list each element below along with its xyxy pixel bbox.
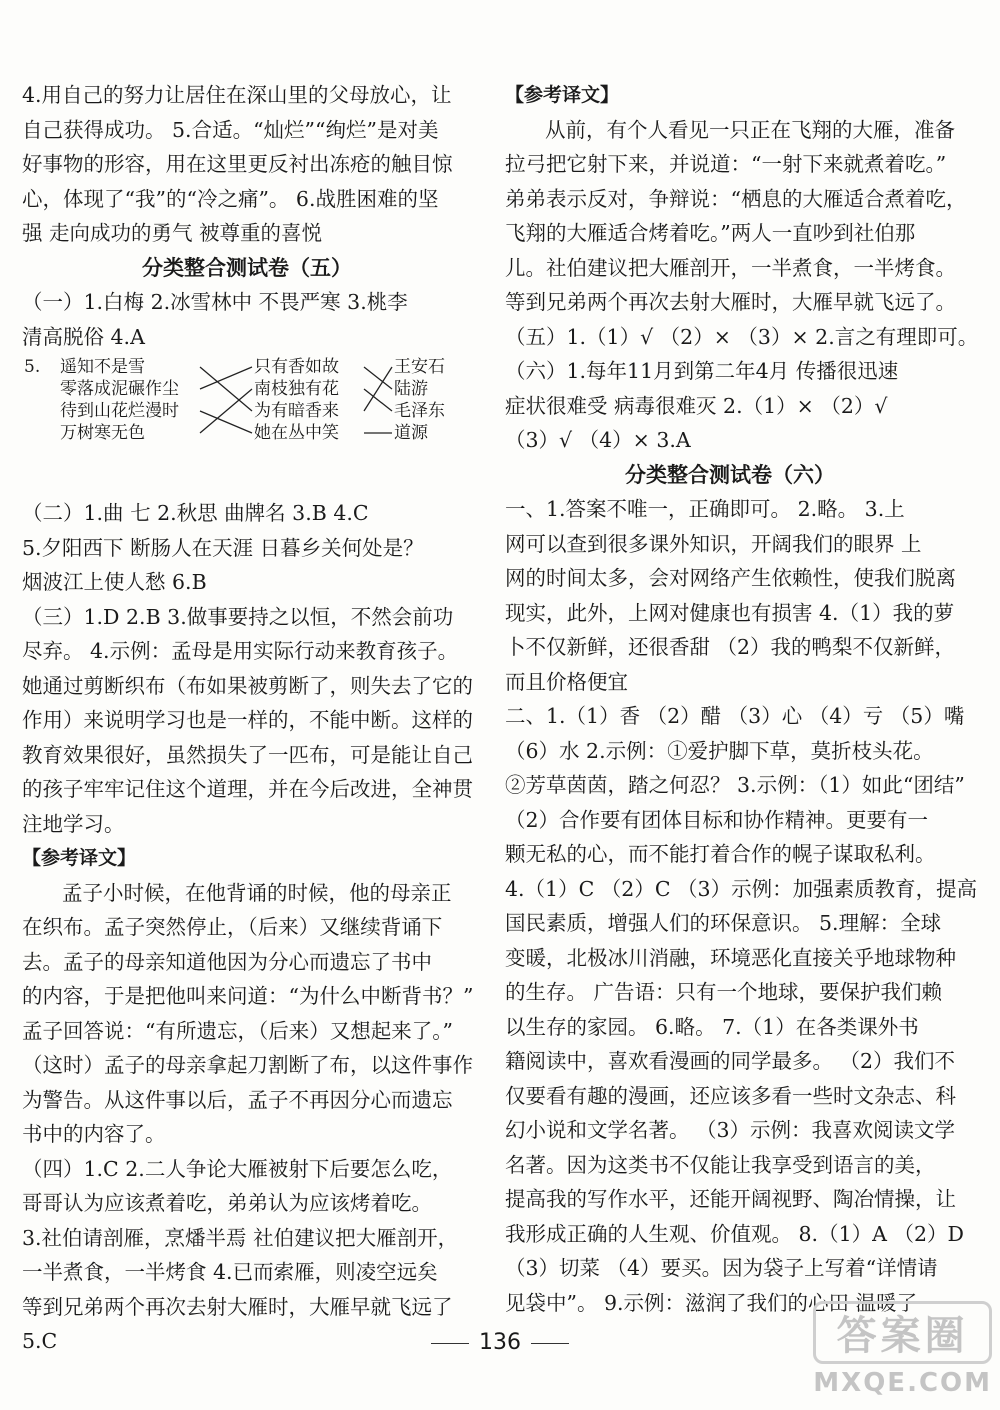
answer-block	[505, 492, 978, 1320]
text-line: 自己获得成功。 5.合适。“灿烂”“绚烂”是对美	[22, 117, 439, 142]
text-line: 国民素质，增强人们的环保意识。 5.理解：全球	[505, 911, 942, 935]
matching-col1-item: 遥知不是雪	[60, 357, 145, 377]
text-line: 孟子小时候，在他背诵的时候，他的母亲正	[62, 880, 452, 905]
text-line: 在织布。孟子突然停止，（后来）又继续背诵下	[22, 915, 443, 939]
text-line: 卜不仅新鲜，还很香甜 （2）我的鸭梨不仅新鲜，	[505, 635, 956, 659]
text-line: 等到兄弟两个再次去射大雁时，大雁早就飞远了。	[505, 290, 956, 314]
right-column	[505, 78, 979, 1320]
text-line: 教育效果很好，虽然损失了一匹布，可是能让自己	[22, 742, 473, 767]
text-line: 我形成正确的人生观、价值观。 8.（1）A （2）D	[505, 1221, 964, 1246]
section-title-5: 分类整合测试卷（五）	[142, 255, 352, 280]
answer-block	[22, 910, 472, 1359]
match-line	[200, 389, 252, 433]
watermark-text: 答案圈	[813, 1301, 992, 1364]
matching-col3-item: 毛泽东	[394, 401, 445, 421]
text-line: （四）1.C 2.二人争论大雁被射下后要怎么吃，	[22, 1156, 453, 1181]
text-line: 一、1.答案不唯一，正确即可。 2.略。 3.上	[505, 497, 905, 521]
text-line: 一半煮食，一半烤食 4.已而索雁，则凌空远矣	[22, 1260, 438, 1284]
text-line: 哥哥认为应该煮着吃，弟弟认为应该烤着吃。	[22, 1191, 432, 1215]
matching-col1-item: 待到山花烂漫时	[60, 401, 179, 421]
text-line: 她通过剪断织布（布如果被剪断了，则失去了它的	[22, 673, 473, 698]
match-line	[200, 367, 252, 411]
text-line: 而且价格便宜	[505, 669, 628, 694]
text-line: 飞翔的大雁适合烤着吃。”两人一直吵到社伯那	[505, 221, 916, 245]
text-line: 的生存。 广告语：只有一个地球，要保护我们赖	[505, 980, 943, 1004]
dash-left	[431, 1343, 469, 1344]
matching-col3-item: 陆游	[394, 379, 428, 399]
matching-col3-item: 王安石	[394, 357, 445, 377]
matching-col2-item: 南枝独有花	[254, 379, 339, 399]
text-line: 拉弓把它射下来，并说道：“一射下来就煮着吃。”	[505, 152, 947, 176]
text-line: 烟波江上使人愁 6.B	[22, 570, 207, 594]
text-line: 去。孟子的母亲知道他因为分心而遗忘了书中	[22, 949, 432, 974]
section-title-6: 分类整合测试卷（六）	[625, 462, 835, 487]
text-line: 为警告。从这件事以后，孟子不再因分心而遗忘	[22, 1087, 453, 1112]
answer-block	[22, 78, 472, 251]
text-line: 清高脱俗 4.A	[22, 324, 145, 349]
text-line: 幻小说和文学名著。 （3）示例：我喜欢阅读文学	[505, 1118, 956, 1142]
text-line: 以生存的家园。 6.略。 7.（1）在各类课外书	[505, 1014, 919, 1039]
text-line: 籍阅读中，喜欢看漫画的同学最多。 （2）我们不	[505, 1049, 956, 1073]
text-line: （一）1.白梅 2.冰雪林中 不畏严寒 3.桃李	[22, 290, 408, 314]
text-line: 二、1.（1）香 （2）醋 （3）心 （4）亏 （5）嘴	[505, 704, 965, 728]
text-line: 颗无私的心，而不能打着合作的幌子谋取私利。	[505, 842, 936, 866]
match-line	[364, 367, 392, 411]
text-line: （这时）孟子的母亲拿起刀割断了布，以这件事作	[22, 1053, 473, 1077]
text-line: （二）1.曲 七 2.秋思 曲牌名 3.B 4.C	[22, 501, 369, 525]
text-line: （六）1.每年11月到第二年4月 传播很迅速	[505, 359, 899, 383]
text-line: 注地学习。	[22, 811, 125, 836]
text-line: （2）合作要有团体目标和协作精神。更要有一	[505, 807, 929, 832]
text-line: 网的时间太多，会对网络产生依赖性，使我们脱离	[505, 566, 956, 590]
text-line: （3）√ （4）× 3.A	[505, 428, 691, 452]
watermark-logo	[813, 1301, 992, 1398]
text-line: 尽弃。 4.示例：孟母是用实际行动来教育孩子。	[22, 639, 459, 663]
text-line: 从前，有个人看见一只正在飞翔的大雁，准备	[545, 117, 955, 142]
text-line: 见袋中”。 9.示例：滋润了我们的心田 温暖了	[505, 1290, 918, 1315]
text-line: （五）1.（1）√ （2）× （3）× 2.言之有理即可。	[505, 324, 979, 349]
text-line: 书中的内容了。	[22, 1122, 166, 1146]
text-line: 提高我的写作水平，还能开阔视野、陶冶情操，让	[505, 1187, 956, 1211]
match-line	[200, 367, 252, 389]
text-line: 等到兄弟两个再次去射大雁时，大雁早就飞远了	[22, 1294, 453, 1319]
text-line: （3）切菜 （4）要买。因为袋子上写着“详情请	[505, 1256, 938, 1280]
match-line	[200, 411, 252, 433]
matching-col2-item: 为有暗香来	[254, 401, 339, 421]
matching-exercise	[22, 356, 472, 492]
answer-block	[505, 147, 979, 458]
text-line: ②芳草茵茵，踏之何忍？ 3.示例：（1）如此“团结”	[505, 773, 965, 797]
text-line: 仅要看有趣的漫画，还应该多看一些时文杂志、科	[505, 1083, 956, 1108]
text-line: （6）水 2.示例：①爱护脚下草，莫折枝头花。	[505, 738, 934, 763]
dash-right	[531, 1343, 569, 1344]
text-line: 网可以查到很多课外知识，开阔我们的眼界 上	[505, 531, 922, 556]
page-number-text: 136	[479, 1330, 521, 1355]
text-line: 5.夕阳西下 断肠人在天涯 日暮乡关何处是？	[22, 535, 424, 560]
match-line	[364, 367, 392, 389]
reference-translation-title: 【参考译文】	[505, 84, 620, 106]
text-line: 5.C	[22, 1329, 58, 1353]
answer-block	[22, 496, 472, 841]
matching-col3-item: 道源	[394, 423, 428, 443]
text-line: 孟子回答说：“有所遗忘，（后来）又想起来了。”	[22, 1018, 453, 1043]
matching-col2-item: 她在丛中笑	[254, 423, 339, 443]
text-line: 强 走向成功的勇气 被尊重的喜悦	[22, 221, 323, 245]
matching-lines	[22, 356, 472, 456]
text-line: 的孩子牢牢记住这个道理，并在今后改进，全神贯	[22, 777, 473, 801]
text-line: 4.（1）C （2）C （3）示例：加强素质教育，提高	[505, 876, 978, 901]
text-line: 作用）来说明学习也是一样的，不能中断。这样的	[22, 708, 473, 732]
matching-number: 5.	[24, 357, 41, 377]
text-line: 好事物的形容，用在这里更反衬出冻疮的触目惊	[22, 152, 453, 176]
text-line: 现实，此外，上网对健康也有损害 4.（1）我的萝	[505, 600, 955, 625]
text-line: 症状很难受 病毒很难灭 2.（1）× （2）√	[505, 393, 888, 418]
matching-col2-item: 只有香如故	[254, 357, 339, 377]
text-line: 4.用自己的努力让居住在深山里的父母放心，让	[22, 83, 452, 107]
text-line: 儿。社伯建议把大雁剖开，一半煮食，一半烤食。	[505, 255, 956, 280]
left-column	[22, 78, 472, 1359]
matching-col1-item: 万树寒无色	[60, 423, 145, 443]
reference-translation-title: 【参考译文】	[22, 847, 137, 869]
match-line	[364, 389, 392, 411]
text-line: （三）1.D 2.B 3.做事要持之以恒，不然会前功	[22, 604, 454, 629]
text-line: 变暖，北极冰川消融，环境恶化直接关乎地球物种	[505, 945, 956, 970]
answer-block	[22, 285, 472, 354]
text-line: 3.社伯请剖雁，烹燔半焉 社伯建议把大雁剖开，	[22, 1225, 459, 1250]
text-line: 名著。因为这类书不仅能让我享受到语言的美，	[505, 1152, 936, 1177]
watermark-url: MXQE.COM	[813, 1368, 992, 1398]
text-line: 的内容，于是把他叫来问道：“为什么中断背书？”	[22, 984, 474, 1008]
text-line: 弟弟表示反对，争辩说：“栖息的大雁适合煮着吃，	[505, 186, 967, 211]
matching-col1-item: 零落成泥碾作尘	[60, 379, 179, 399]
text-line: 心，体现了“我”的“冷之痛”。 6.战胜困难的坚	[22, 186, 439, 211]
